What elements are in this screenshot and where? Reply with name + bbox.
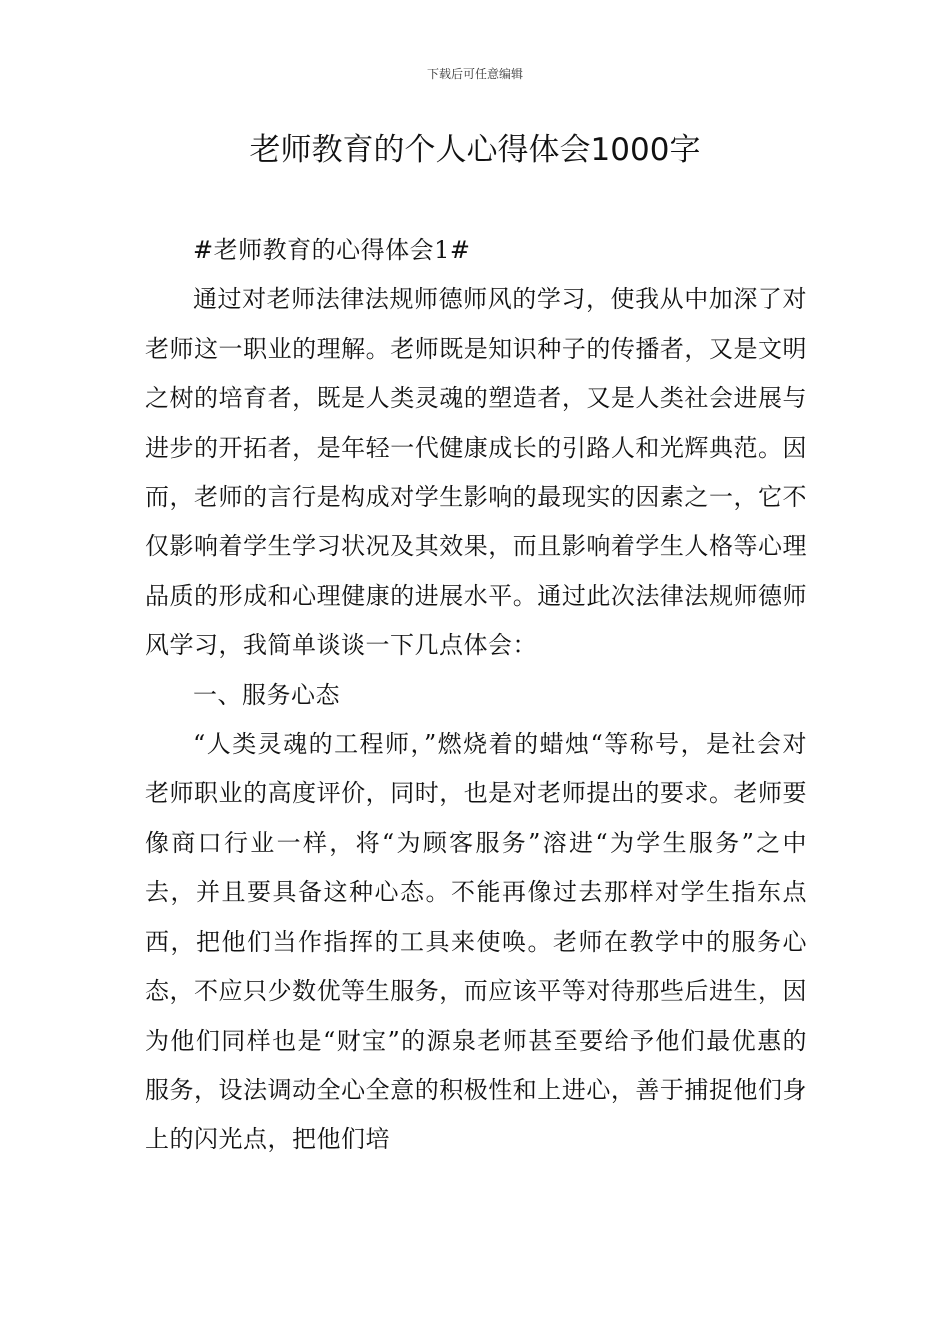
paragraph: “人类灵魂的工程师，”燃烧着的蜡烛“等称号，是社会对老师职业的高度评价，同时，也是对老师提出的要求。老师要像商口行业一样，将“为顾客服务”溶进“为学生服务”之中去，并且要具备这种心态。不能再像过去那样对学生指东点西，把他们当作指挥的工具来使唤。老师在教学中的服务心态，不应只少数优等生服务，而应该平等对待那些后进生，因为他们同样也是“财宝”的源泉老师甚至要给予他们最优惠的服务，设法调动全心全意的积极性和上进心，善于捕捉他们身上的闪光点，把他们培: [145, 730, 807, 1154]
header-note: 下载后可任意编辑: [426, 67, 523, 81]
paragraph: 通过对老师法律法规师德师风的学习，使我从中加深了对老师这一职业的理解。老师既是知识种子的传播者，又是文明之树的培育者，既是人类灵魂的塑造者，又是人类社会进展与进步的开拓者，是年轻一代健康成长的引路人和光辉典范。因而，老师的言行是构成对学生影响的最现实的因素之一，它不仅影响着学生学习状况及其效果，而且影响着学生人格等心理品质的形成和心理健康的进展水平。通过此次法律法规师德师风学习，我简单谈谈一下几点体会：: [145, 285, 807, 660]
document-body: [145, 226, 807, 1165]
section-heading: #老师教育的心得体会1#: [193, 236, 471, 264]
document-title: 老师教育的个人心得体会1000字: [249, 132, 701, 168]
section-heading: 一、服务心态: [193, 680, 340, 709]
